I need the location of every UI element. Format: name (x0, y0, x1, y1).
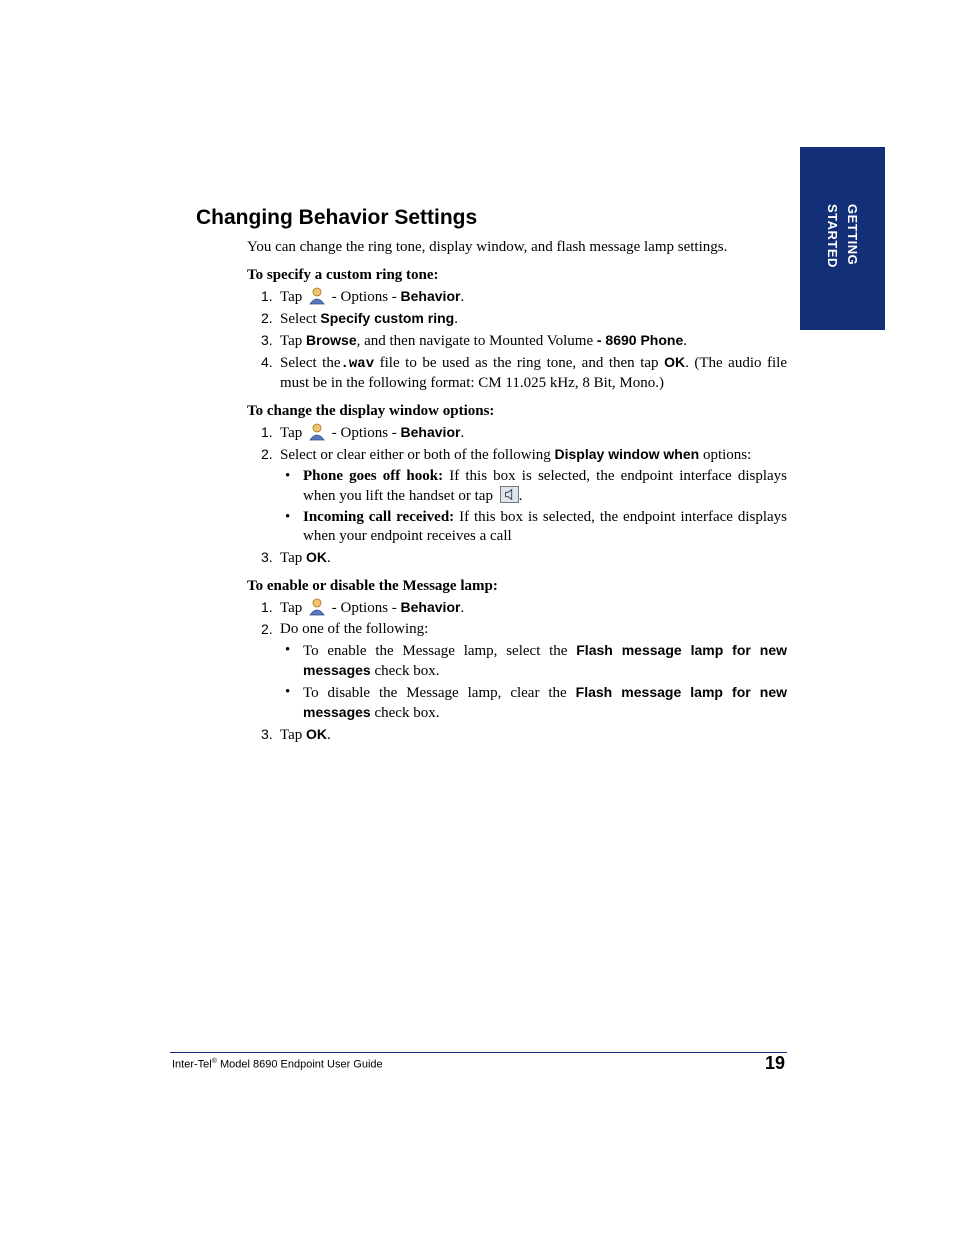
user-icon (309, 287, 325, 305)
list-item: 4. Select the.wav file to be used as the ring tone, and then tap OK. (The audio file must be in the following format: CM 11.025 kHz, 8 Bit, Mono.) (261, 354, 788, 391)
footer-divider (170, 1052, 787, 1053)
list-item: 1. Tap - Options - Behavior. (261, 288, 465, 305)
display-options-list (280, 467, 787, 546)
list-item: • Incoming call received: If this box is selected, the endpoint interface displays when your endpoint receives a call (280, 508, 787, 546)
side-tab-label: GETTING STARTED (825, 204, 860, 268)
intro-paragraph: You can change the ring tone, display window, and flash message lamp settings. (247, 239, 728, 255)
list-item: 2. Select or clear either or both of the following Display window when options: • Phone goes off hook: If this box is selected, the endpoint interface displays when you lift the handset or tap . • Incoming call received: If this box is selected, the endpoint interface displays when your endpoint receives a call (247, 445, 787, 546)
list-item: • Phone goes off hook: If this box is selected, the endpoint interface displays when you lift the handset or tap . (280, 467, 787, 506)
page-number: 19 (765, 1053, 786, 1073)
list-item: 1. Tap - Options - Behavior. (261, 424, 465, 441)
list-item: • To enable the Message lamp, select the Flash message lamp for new messages check box. (280, 641, 787, 681)
list-item: 1. Tap - Options - Behavior. (261, 599, 465, 616)
list-item: 2. Select Specify custom ring. (261, 310, 458, 327)
list-item: 3. Tap Browse, and then navigate to Mounted Volume - 8690 Phone. (261, 332, 687, 349)
footer-guide-title: Inter-Tel® Model 8690 Endpoint User Guide (172, 1058, 383, 1071)
user-icon (309, 598, 325, 616)
ring-tone-steps (247, 287, 787, 393)
user-icon (309, 423, 325, 441)
display-window-steps (247, 423, 787, 568)
message-lamp-steps (247, 598, 787, 745)
message-lamp-options-list (280, 641, 787, 723)
list-item: 3. Tap OK. (261, 549, 331, 566)
section-heading-display-window: To change the display window options: (247, 403, 495, 419)
section-heading-ring-tone: To specify a custom ring tone: (247, 267, 439, 283)
section-heading-message-lamp: To enable or disable the Message lamp: (247, 578, 498, 594)
speaker-icon (500, 486, 519, 503)
list-item: 3. Tap OK. (261, 726, 331, 743)
page-title: Changing Behavior Settings (196, 206, 478, 229)
list-item: • To disable the Message lamp, clear the Flash message lamp for new messages check box. (280, 683, 787, 723)
main-content (247, 238, 787, 754)
list-item: 2. Do one of the following: • To enable the Message lamp, select the Flash message lamp for new messages check box. • To disable the Message lamp, clear the Flash message lamp for new messages check box. (247, 620, 787, 723)
